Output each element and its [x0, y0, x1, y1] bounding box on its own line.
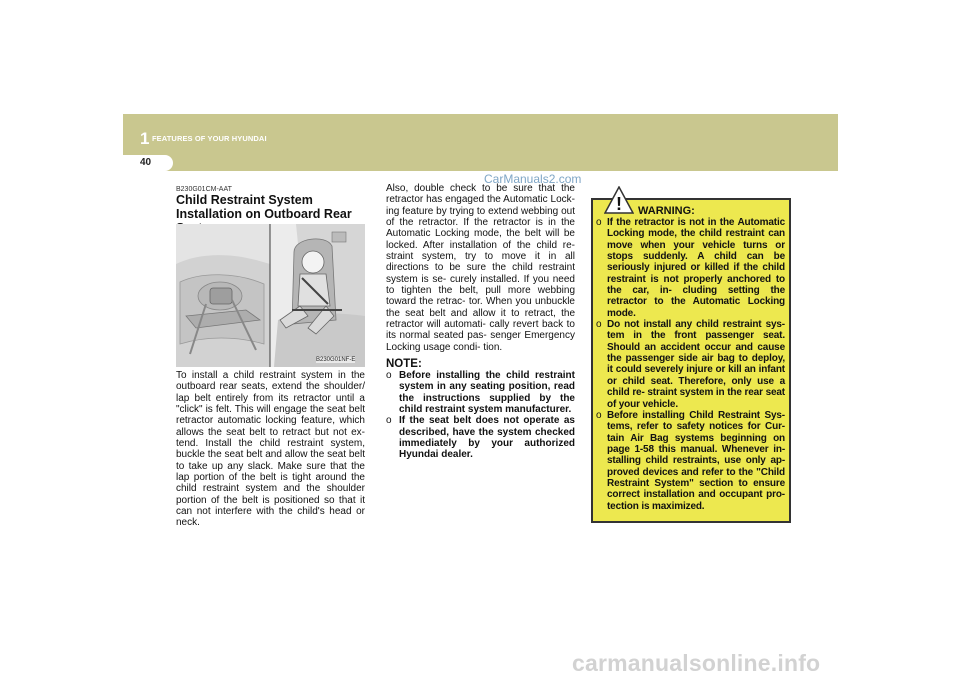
bullet: o: [386, 370, 392, 381]
section-title: Child Restraint System Installation on Outboard Rear: [176, 193, 352, 221]
warning-heading: WARNING:: [638, 205, 695, 217]
chapter-number: 1: [140, 129, 150, 148]
bullet: o: [596, 217, 602, 228]
list-item: [596, 319, 785, 410]
note-item-text: If the seat belt does not operate as described, have the system checked immediately by your authorized Hyundai dealer.: [399, 415, 575, 461]
child-seat-illustration: [176, 224, 365, 367]
warning-item-text: Before installing Child Restraint Sys- tems, refer to safety notices for Cur- tain Air Bag systems beginning on page 1-58 this manual. Whenever in- stalling child restraints, use only ap- proved devices and refer to the "Child Restraint System" section to ensure correct installation and occupant pro- tection is maximized.: [607, 409, 785, 512]
bullet: o: [596, 319, 602, 331]
bullet: o: [596, 409, 602, 421]
list-item: [386, 370, 575, 415]
page-number: 40: [140, 157, 152, 168]
warning-item-text: If the retractor is not in the Automatic Locking mode, the child restraint can move when your vehicle turns or stops suddenly. A child can be seriously injured or killed if the child restraint is not properly anchored to the car, in- cluding setting the retractor to the Automatic Locking mode.: [607, 217, 785, 319]
body-paragraph-1: To install a child restraint system in the outboard rear seats, extend the shoulder/ lap belt entirely from its retractor until a "click" is felt. This will engage the seat belt retractor automatic locking feature, which allows the seat belt to retract but not ex- tend. Install the child restraint system, buckle the seat belt and allow the seat belt to take up any slack. Make sure that the lap portion of the belt is tight around the child restraint system and the shoulder portion of the belt is positioned so that it can not interfere with the child's head or neck.: [176, 370, 365, 529]
watermark-bottom[interactable]: carmanualsonline.info: [572, 650, 821, 676]
note-list: [386, 370, 575, 461]
bullet: o: [386, 415, 392, 427]
warning-item-text: Do not install any child restraint sys- tem in the front passenger seat. Should an accident occur and cause the passenger side air bag to deploy, it could severely injure or kill an infant or child seat. Therefore, only use a child re- straint system in the rear seat of your vehicle.: [607, 319, 785, 410]
chapter-title: FEATURES OF YOUR HYUNDAI: [152, 134, 267, 143]
section-code: B230G01CM-AAT: [176, 186, 232, 193]
note-item-text: Before installing the child restraint system in any seating position, read the instructions supplied by the child restraint system manufacturer.: [399, 370, 575, 416]
watermark-top[interactable]: CarManuals2.com: [484, 172, 582, 186]
warning-exclamation-icon: [604, 186, 634, 216]
body-paragraph-2: Also, double check to be sure that the retractor has engaged the Automatic Lock- ing feature by trying to extend webbing out of the retractor. If the retractor is in the Automatic Locking mode, the belt will be locked. After installation of the child re- straint system, try to move it in all directions to be sure the child restraint system is se- curely installed. If you need to tighten the belt, pull more webbing toward the retrac- tor. When you unbuckle the seat belt and allow it to retract, the retractor will automati- cally revert back to its normal seated pas- senger Emergency Locking usage condi- tion.: [386, 183, 575, 353]
list-item: [596, 217, 785, 319]
list-item: [596, 410, 785, 512]
list-item: [386, 415, 575, 460]
warning-list: [596, 217, 785, 512]
note-heading: NOTE:: [386, 358, 422, 370]
figure-code: B230G01NF-E: [316, 357, 356, 363]
warning-glyph: !: [616, 194, 622, 214]
